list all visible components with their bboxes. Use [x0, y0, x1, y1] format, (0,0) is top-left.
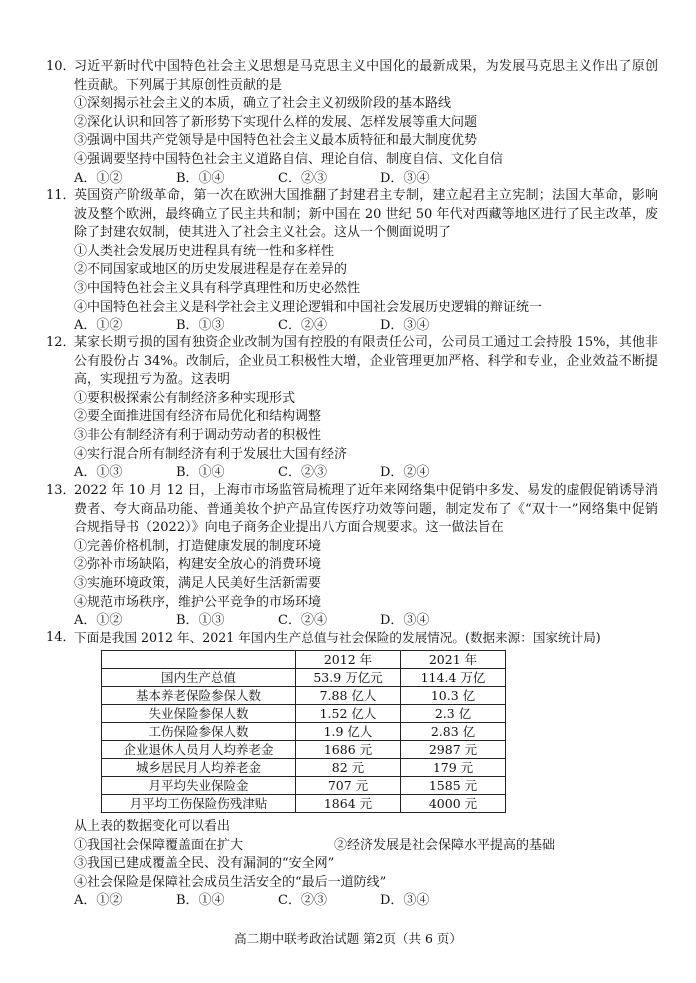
choice-b: B．①③ [176, 613, 225, 629]
choice-c: C．②③ [278, 465, 327, 481]
option-2: ②要全面推进国有经济布局优化和结构调整 [74, 409, 322, 425]
question-number: 14． [46, 630, 76, 645]
option-2: ②经济发展是社会保障水平提高的基础 [334, 837, 556, 853]
table-cell: 114.4 万亿 [401, 669, 506, 687]
question-14-options [46, 818, 658, 911]
table-cell: 月平均工伤保险伤残津贴 [102, 795, 296, 813]
choice-c: C．②④ [278, 318, 327, 334]
table-row [102, 759, 506, 777]
choice-a: A．①③ [74, 465, 123, 481]
table-cell: 4000 元 [401, 795, 506, 813]
choice-a: A．①② [74, 893, 123, 909]
choice-a: A．①② [74, 613, 123, 629]
option-3: ③我国已建成覆盖全民、没有漏洞的“安全网” [74, 856, 335, 872]
question-stem: 习近平新时代中国特色社会主义思想是马克思主义中国化的最新成果，为发展马克思主义作出了原创性贡献。下列属于其原创性贡献的是 [74, 59, 658, 93]
option-3: ③强调中国共产党领导是中国特色社会主义最本质特征和最大制度优势 [74, 133, 478, 149]
question-stem: 2022 年 10 月 12 日，上海市市场监管局梳理了近年来网络集中促销中多发、易发的虚假促销诱导消费者、夸大商品功能、普通美妆个护产品宣传医疗功效等问题，制定发布了《“双十一”网络集中促销合规指导书（2022）》向电子商务企业提出八方面合规要求。这一做法旨在 [74, 483, 658, 536]
option-4: ④社会保险是保障社会成员生活安全的“最后一道防线” [74, 874, 387, 890]
option-3: ③实施环境政策，满足人民美好生活新需要 [74, 575, 322, 591]
answer-choices [46, 612, 658, 631]
table-row [102, 723, 506, 741]
choice-d: D．③④ [380, 170, 430, 186]
table-header-cell: 2012 年 [296, 651, 401, 669]
options-row [46, 837, 658, 856]
option-4: ④实行混合所有制经济有利于发展壮大国有经济 [74, 446, 348, 462]
option-3: ③中国特色社会主义具有科学真理性和历史必然性 [74, 280, 361, 296]
table-cell: 企业退休人员月人均养老金 [102, 741, 296, 759]
table-cell: 1686 元 [296, 741, 401, 759]
page-footer: 高二期中联考政治试题 第2页（共 6 页） [234, 931, 462, 946]
option-2: ②不同国家或地区的历史发展进程是存在差异的 [74, 262, 348, 278]
choice-d: D．③④ [380, 613, 430, 629]
choice-b: B．①③ [176, 318, 225, 334]
table-cell: 707 元 [296, 777, 401, 795]
question-number: 13． [46, 483, 76, 498]
choice-b: B．①④ [176, 465, 225, 481]
table-cell: 失业保险参保人数 [102, 705, 296, 723]
choice-d: D．②④ [380, 465, 430, 481]
table-cell: 国内生产总值 [102, 669, 296, 687]
choice-c: C．②③ [278, 893, 327, 909]
choice-c: C．②④ [278, 613, 327, 629]
table-row [102, 669, 506, 687]
option-1: ①深刻揭示社会主义的本质，确立了社会主义初级阶段的基本路线 [74, 96, 452, 112]
table-row [102, 777, 506, 795]
table-cell: 月平均失业保险金 [102, 777, 296, 795]
option-3: ③非公有制经济有利于调动劳动者的积极性 [74, 427, 322, 443]
table-row [102, 741, 506, 759]
table-row [102, 687, 506, 705]
question-number: 10． [46, 59, 76, 74]
table-cell: 179 元 [401, 759, 506, 777]
choice-c: C．②③ [278, 170, 327, 186]
table-cell: 2.83 亿 [401, 723, 506, 741]
table-row [102, 705, 506, 723]
choice-d: D．③④ [380, 893, 430, 909]
option-4: ④强调要坚持中国特色社会主义道路自信、理论自信、制度自信、文化自信 [74, 151, 504, 167]
question-stem: 某家长期亏损的国有独资企业改制为国有控股的有限责任公司，公司员工通过工会持股 15%，其他非公有股份占 34%。改制后，企业员工积极性大增，企业管理更加严格、科学和专业，企业效益不断提高，实现扭亏为盈。这表明 [74, 335, 658, 388]
answer-choices [46, 170, 658, 189]
table-cell: 7.88 亿人 [296, 687, 401, 705]
table-row [102, 795, 506, 813]
option-4: ④中国特色社会主义是科学社会主义理论逻辑和中国社会发展历史逻辑的辩证统一 [74, 299, 543, 315]
table-cell: 基本养老保险参保人数 [102, 687, 296, 705]
question-11 [46, 187, 658, 336]
choice-b: B．①④ [176, 893, 225, 909]
table-cell: 1.52 亿人 [296, 705, 401, 723]
option-1: ①我国社会保障覆盖面在扩大 [74, 837, 244, 853]
option-2: ②深化认识和回答了新形势下实现什么样的发展、怎样发展等重大问题 [74, 114, 478, 130]
table-cell: 2987 元 [401, 741, 506, 759]
table-cell: 1.9 亿人 [296, 723, 401, 741]
choice-d: D．③④ [380, 318, 430, 334]
table-header-cell [102, 651, 296, 669]
table-cell: 82 元 [296, 759, 401, 777]
option-1: ①人类社会发展历史进程具有统一性和多样性 [74, 243, 335, 259]
question-13 [46, 482, 658, 631]
answer-choices [46, 317, 658, 336]
choice-a: A．①② [74, 318, 123, 334]
table-cell: 城乡居民月人均养老金 [102, 759, 296, 777]
option-4: ④规范市场秩序，维护公平竞争的市场环境 [74, 594, 322, 610]
choice-a: A．①② [74, 170, 123, 186]
question-stem: 下面是我国 2012 年、2021 年国内生产总值与社会保险的发展情况。(数据来源：国家统计局) [74, 630, 601, 645]
statistics-table [101, 650, 506, 813]
question-lead: 从上表的数据变化可以看出 [74, 819, 231, 834]
question-14 [46, 629, 658, 648]
choice-b: B．①④ [176, 170, 225, 186]
question-number: 11． [46, 188, 76, 203]
option-1: ①要积极探索公有制经济多种实现形式 [74, 390, 296, 406]
question-number: 12． [46, 335, 76, 350]
question-10 [46, 58, 658, 188]
table-cell: 1585 元 [401, 777, 506, 795]
question-stem: 英国资产阶级革命，第一次在欧洲大国推翻了封建君主专制，建立起君主立宪制；法国大革命，影响波及整个欧洲，最终确立了民主共和制；新中国在 20 世纪 50 年代对西藏等地区进行了民主改革，废除了封建农奴制，使其进入了社会主义社会。这从一个侧面说明了 [74, 188, 658, 241]
table-header-row [102, 651, 506, 669]
answer-choices [46, 892, 658, 911]
table-header-cell: 2021 年 [401, 651, 506, 669]
table-cell: 53.9 万亿元 [296, 669, 401, 687]
table-cell: 10.3 亿 [401, 687, 506, 705]
table-cell: 1864 元 [296, 795, 401, 813]
table-cell: 工伤保险参保人数 [102, 723, 296, 741]
table-cell: 2.3 亿 [401, 705, 506, 723]
option-1: ①完善价格机制，打造健康发展的制度环境 [74, 538, 322, 554]
option-2: ②弥补市场缺陷，构建安全放心的消费环境 [74, 557, 322, 573]
question-12 [46, 334, 658, 483]
answer-choices [46, 464, 658, 483]
